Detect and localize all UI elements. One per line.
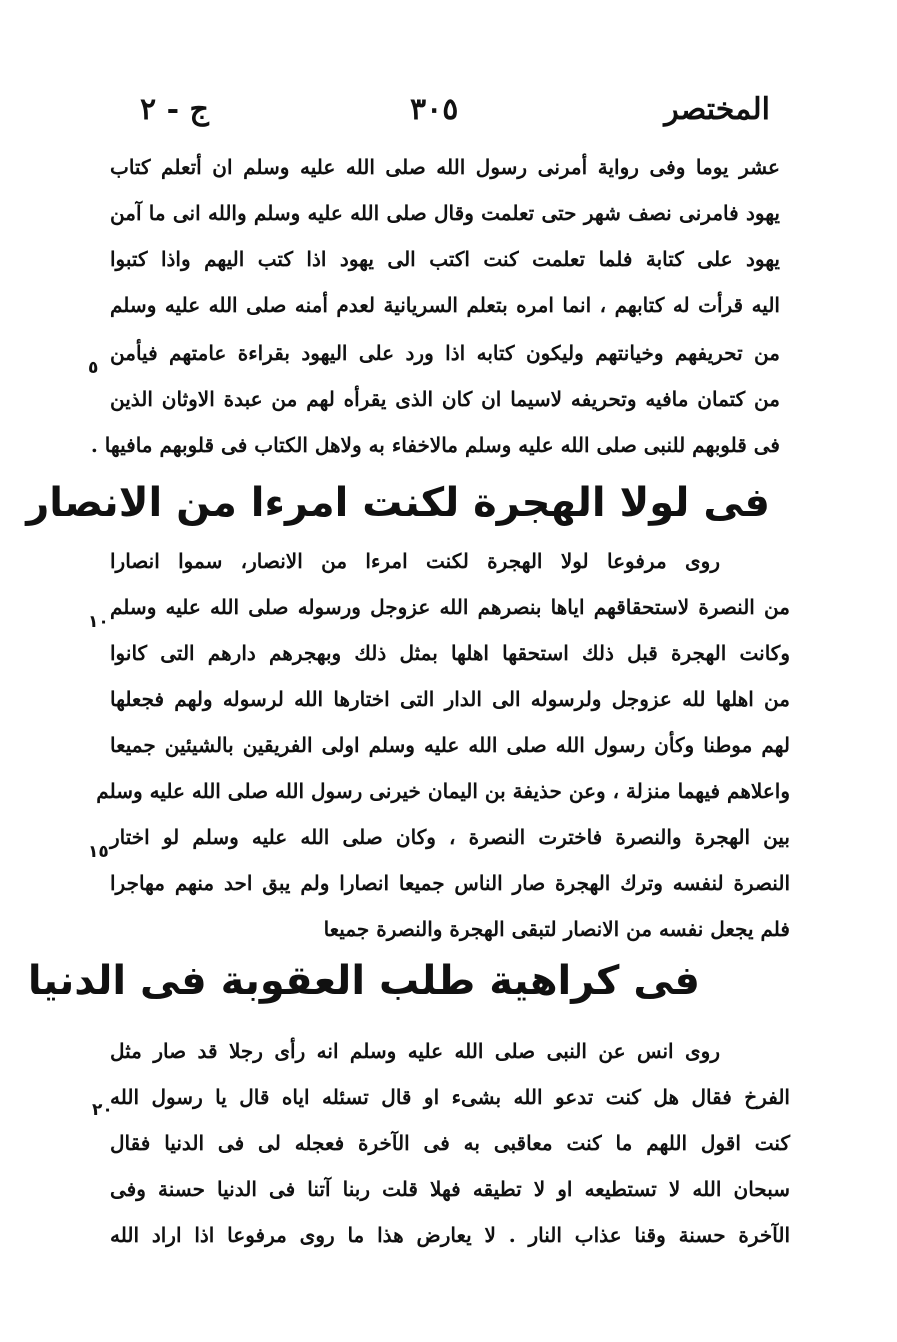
body-text-section-3 <box>110 1030 790 1260</box>
text-line: من تحريفهم وخيانتهم وليكون كتابه اذا ورد على اليهود بقراءة عامتهم فيأمن <box>110 341 780 365</box>
page-number: ٣٠٥ <box>410 92 459 127</box>
margin-line-number: ٥ <box>88 358 99 378</box>
text-line: النصرة لنفسه وترك الهجرة صار الناس جميعا انصارا ولم يبق احد منهم مهاجرا <box>110 871 790 895</box>
text-line: سبحان الله لا تستطيعه او لا تطيقه فهلا قلت ربنا آتنا فى الدنيا حسنة وفى <box>110 1177 790 1201</box>
text-line: يهود على كتابة فلما تعلمت كنت اكتب الى يهود اذا كتب اليهم واذا كتبوا <box>110 247 780 271</box>
running-header <box>120 92 770 142</box>
text-line: واعلاهم فيهما منزلة ، وعن حذيفة بن اليمان خيرنى رسول الله صلى الله عليه وسلم <box>96 779 790 803</box>
text-line: روى انس عن النبى صلى الله عليه وسلم انه رأى رجلا قد صار مثل <box>110 1039 720 1063</box>
text-line: كنت اقول اللهم ما كنت معاقبى به فى الآخرة فعجله لى فى الدنيا فقال <box>110 1131 790 1155</box>
text-line: وكانت الهجرة قبل ذلك استحقها اهلها بمثل ذلك وبهجرهم دارهم التى كانوا <box>110 641 790 665</box>
text-line: من اهلها لله عزوجل ولرسوله الى الدار التى اختارها الله لرسوله ولهم فجعلها <box>110 687 790 711</box>
text-line: الآخرة حسنة وقنا عذاب النار . لا يعارض هذا ما روى مرفوعا اذا اراد الله <box>110 1223 790 1247</box>
chapter-heading-2: فى كراهية طلب العقوبة فى الدنيا <box>27 958 700 1004</box>
text-line: فلم يجعل نفسه من الانصار لتبقى الهجرة والنصرة جميعا <box>323 917 790 941</box>
margin-line-number: ٢٠ <box>92 1100 113 1120</box>
text-line: من النصرة لاستحقاقهم اياها بنصرهم الله عزوجل ورسوله صلى الله عليه وسلم <box>110 595 790 619</box>
running-title: المختصر <box>664 92 770 127</box>
text-line: بين الهجرة والنصرة فاخترت النصرة ، وكان صلى الله عليه وسلم لو اختار <box>110 825 790 849</box>
text-line: اليه قرأت له كتابهم ، انما امره بتعلم السريانية لعدم أمنه صلى الله عليه وسلم <box>110 293 780 317</box>
margin-line-number: ١٥ <box>88 842 109 862</box>
body-text-section-1 <box>90 150 780 470</box>
volume-label: ج - ٢ <box>140 92 209 127</box>
text-line: الفرخ فقال هل كنت تدعو الله بشىء او قال تسئله اياه قال يا رسول الله <box>110 1085 790 1109</box>
text-line: من كتمان مافيه وتحريفه لاسيما ان كان الذى يقرأه لهم من عبدة الاوثان الذين <box>110 387 780 411</box>
margin-line-number: ١٠ <box>88 612 109 632</box>
text-line: يهود فامرنى نصف شهر حتى تعلمت وقال صلى الله عليه وسلم والله انى ما آمن <box>110 201 780 225</box>
text-line: لهم موطنا وكأن رسول الله صلى الله عليه وسلم اولى الفريقين بالشيئين جميعا <box>110 733 790 757</box>
text-line: فى قلوبهم للنبى صلى الله عليه وسلم مالاخفاء به ولاهل الكتاب فى قلوبهم مافيها . <box>90 433 780 457</box>
chapter-heading-1: فى لولا الهجرة لكنت امرءا من الانصار <box>26 480 770 526</box>
text-line: روى مرفوعا لولا الهجرة لكنت امرءا من الانصار، سموا انصارا <box>110 549 720 573</box>
text-line: عشر يوما وفى رواية أمرنى رسول الله صلى الله عليه وسلم ان أتعلم كتاب <box>110 155 780 179</box>
